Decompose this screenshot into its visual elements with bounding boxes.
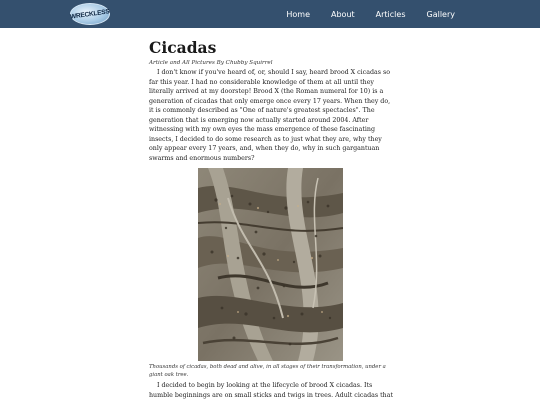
nav-link-articles[interactable]: Articles xyxy=(375,9,406,19)
nav-link-home[interactable]: Home xyxy=(286,9,310,19)
image-caption: Thousands of cicadas, both dead and alive, in all stages of their transformation, under a giant oak tree. xyxy=(149,364,386,378)
article-byline: Article and All Pictures By Chubby Squirrel xyxy=(149,60,273,66)
cicada-tree-photo xyxy=(198,168,343,361)
site-logo[interactable] xyxy=(70,3,110,25)
logo-text: WRECKLESS xyxy=(69,7,111,21)
article-title: Cicadas xyxy=(149,38,217,57)
article xyxy=(149,38,395,400)
top-navbar xyxy=(0,0,540,28)
nav-link-about[interactable]: About xyxy=(331,9,355,19)
nav-links xyxy=(265,0,455,28)
article-paragraph-2: I decided to begin by looking at the lifecycle of brood X cicadas. Its humble beginnings are on small sticks and twigs in trees. Adult cicadas that xyxy=(149,382,394,399)
nav-link-gallery[interactable]: Gallery xyxy=(426,9,455,19)
article-paragraph-1: I don't know if you've heard of, or, should I say, heard brood X cicadas so far this year. I had no considerable knowledge of them at all until they literally arrived at my doorstep! Brood X (the Roman numeral for 10) is a generation of cicadas that only emerge once every 17 years. When they do, it is commonly described as "One of nature's greatest spectacles". The generation that is emerging now actually started around 2004. After witnessing with my own eyes the mass emergence of these fascinating insects, I decided to do some research as to just what they are, why they only appear every 17 years, and, when they do, why in such gargantuan swarms and enormous numbers? xyxy=(149,69,391,162)
